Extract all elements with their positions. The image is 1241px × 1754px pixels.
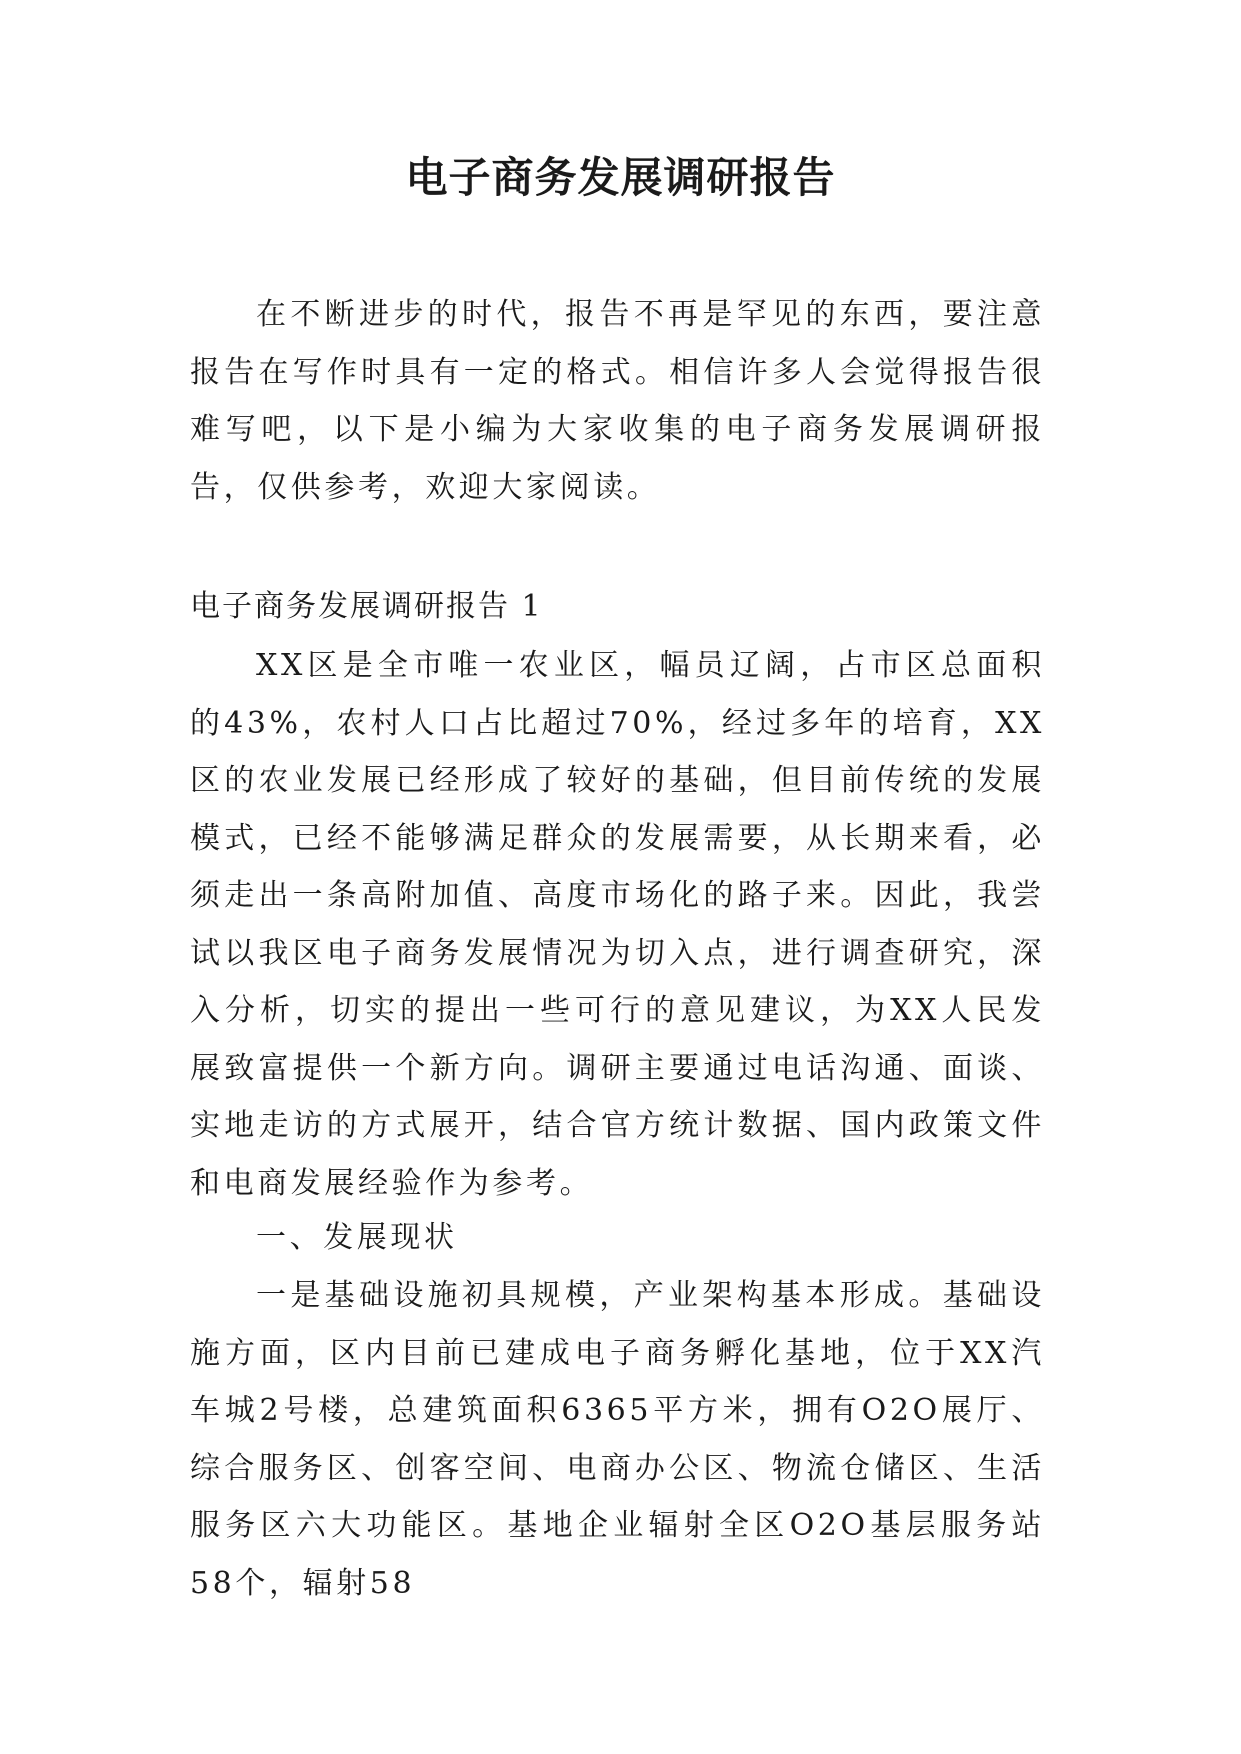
section-heading: 电子商务发展调研报告 1 (190, 589, 543, 624)
body-paragraph: XX区是全市唯一农业区，幅员辽阔，占市区总面积的43%，农村人口占比超过70%，经过多年的培育，XX区的农业发展已经形成了较好的基础，但目前传统的发展模式，已经不能够满足群众的发展需要，从长期来看，必须走出一条高附加值、高度市场化的路子来。因此，我尝试以我区电子商务发展情况为切入点，进行调查研究，深入分析，切实的提出一些可行的意见建议，为XX人民发展致富提供一个新方向。调研主要通过电话沟通、面谈、实地走访的方式展开，结合官方统计数据、国内政策文件和电商发展经验作为参考。 (190, 648, 1045, 1201)
intro-paragraph: 在不断进步的时代，报告不再是罕见的东西，要注意报告在写作时具有一定的格式。相信许多人会觉得报告很难写吧，以下是小编为大家收集的电子商务发展调研报告，仅供参考，欢迎大家阅读。 (190, 297, 1045, 505)
document-title: 电子商务发展调研报告 (405, 153, 836, 202)
subheading: 一、发展现状 (256, 1220, 458, 1255)
body-paragraph: 一是基础设施初具规模，产业架构基本形成。基础设施方面，区内目前已建成电子商务孵化基地，位于XX汽车城2号楼，总建筑面积6365平方米，拥有O2O展厅、综合服务区、创客空间、电商办公区、物流仓储区、生活服务区六大功能区。基地企业辐射全区O2O基层服务站58个，辐射58 (190, 1278, 1045, 1601)
